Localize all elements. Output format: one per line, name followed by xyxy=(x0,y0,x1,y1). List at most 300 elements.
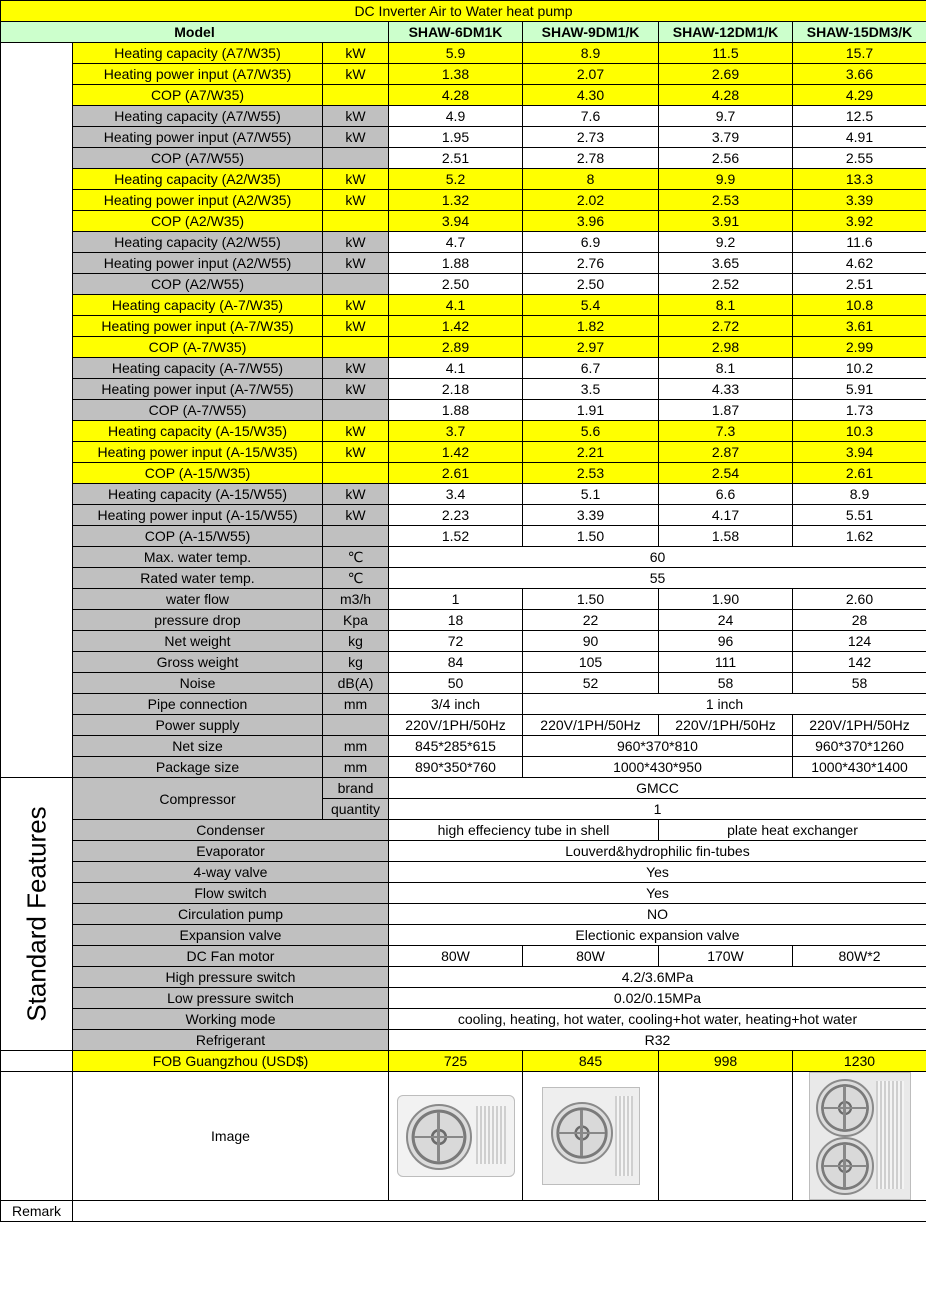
spec-value: 10.2 xyxy=(793,358,926,379)
spec-value: 4.30 xyxy=(523,85,659,106)
spec-unit xyxy=(323,85,389,106)
spec-label: Net weight xyxy=(73,631,323,652)
heat-pump-image xyxy=(809,1072,911,1200)
section-spacer xyxy=(1,1051,73,1072)
spec-value: 2.99 xyxy=(793,337,926,358)
spec-unit: quantity xyxy=(323,799,389,820)
spec-value: 6.7 xyxy=(523,358,659,379)
spec-unit xyxy=(323,148,389,169)
spec-value: 12.5 xyxy=(793,106,926,127)
spec-label: COP (A-15/W35) xyxy=(73,463,323,484)
spec-value: 3.5 xyxy=(523,379,659,400)
spec-value: 2.97 xyxy=(523,337,659,358)
spec-unit: kW xyxy=(323,106,389,127)
spec-value: 11.5 xyxy=(659,43,793,64)
table-row xyxy=(1,841,926,862)
spec-label: Heating capacity (A2/W35) xyxy=(73,169,323,190)
spec-value: 6.6 xyxy=(659,484,793,505)
heat-pump-image xyxy=(542,1087,640,1185)
table-row xyxy=(1,862,926,883)
table-row xyxy=(1,631,926,652)
spec-value: 3.92 xyxy=(793,211,926,232)
spec-value: 22 xyxy=(523,610,659,631)
spec-value: 4.1 xyxy=(389,358,523,379)
spec-value: 1000*430*1400 xyxy=(793,757,926,778)
spec-value: 4.9 xyxy=(389,106,523,127)
spec-label: Net size xyxy=(73,736,323,757)
spec-value: 0.02/0.15MPa xyxy=(389,988,926,1009)
spec-value: 1.91 xyxy=(523,400,659,421)
spec-value: cooling, heating, hot water, cooling+hot water, heating+hot water xyxy=(389,1009,926,1030)
spec-value: 1.50 xyxy=(523,589,659,610)
table-row xyxy=(1,85,926,106)
spec-value: 2.50 xyxy=(523,274,659,295)
spec-value: 5.1 xyxy=(523,484,659,505)
standard-features-text: Standard Features xyxy=(21,806,52,1022)
spec-unit xyxy=(323,211,389,232)
spec-value: 9.7 xyxy=(659,106,793,127)
spec-label: 4-way valve xyxy=(73,862,389,883)
sheet-title: DC Inverter Air to Water heat pump xyxy=(1,1,926,22)
spec-label: Rated water temp. xyxy=(73,568,323,589)
fob-price: 725 xyxy=(389,1051,523,1072)
spec-value: high effeciency tube in shell xyxy=(389,820,659,841)
table-row xyxy=(1,400,926,421)
spec-value: 8.1 xyxy=(659,358,793,379)
table-row xyxy=(1,316,926,337)
spec-unit xyxy=(323,715,389,736)
spec-value: 4.33 xyxy=(659,379,793,400)
spec-unit: Kpa xyxy=(323,610,389,631)
spec-value: 9.2 xyxy=(659,232,793,253)
table-row xyxy=(1,358,926,379)
spec-label: Heating power input (A-15/W35) xyxy=(73,442,323,463)
spec-label: Heating power input (A7/W35) xyxy=(73,64,323,85)
spec-label: COP (A7/W55) xyxy=(73,148,323,169)
spec-label: High pressure switch xyxy=(73,967,389,988)
spec-value: 2.23 xyxy=(389,505,523,526)
table-row xyxy=(1,148,926,169)
spec-value: 1.52 xyxy=(389,526,523,547)
spec-value: 4.1 xyxy=(389,295,523,316)
table-row xyxy=(1,337,926,358)
spec-unit: kW xyxy=(323,43,389,64)
table-row xyxy=(1,610,926,631)
spec-unit: mm xyxy=(323,694,389,715)
spec-label: COP (A-7/W55) xyxy=(73,400,323,421)
spec-value: 3/4 inch xyxy=(389,694,523,715)
spec-label: Evaporator xyxy=(73,841,389,862)
table-row xyxy=(1,1009,926,1030)
spec-value: 4.28 xyxy=(659,85,793,106)
spec-value: 3.7 xyxy=(389,421,523,442)
spec-value: Yes xyxy=(389,883,926,904)
spec-label: Heating power input (A2/W55) xyxy=(73,253,323,274)
spec-value: 2.54 xyxy=(659,463,793,484)
spec-value: 890*350*760 xyxy=(389,757,523,778)
table-row xyxy=(1,988,926,1009)
spec-unit xyxy=(323,400,389,421)
spec-value: 80W xyxy=(523,946,659,967)
spec-value: 7.3 xyxy=(659,421,793,442)
spec-label: Heating power input (A-15/W55) xyxy=(73,505,323,526)
spec-value: 2.51 xyxy=(389,148,523,169)
spec-value: 1.73 xyxy=(793,400,926,421)
spec-unit: ℃ xyxy=(323,547,389,568)
spec-label: Circulation pump xyxy=(73,904,389,925)
spec-unit xyxy=(323,463,389,484)
spec-value: 220V/1PH/50Hz xyxy=(389,715,523,736)
table-row xyxy=(1,211,926,232)
spec-value: 960*370*810 xyxy=(523,736,793,757)
spec-value: 80W xyxy=(389,946,523,967)
spec-label: Heating capacity (A-15/W55) xyxy=(73,484,323,505)
spec-unit: kW xyxy=(323,421,389,442)
spec-value: 15.7 xyxy=(793,43,926,64)
spec-label: Heating capacity (A-7/W35) xyxy=(73,295,323,316)
spec-value: 3.61 xyxy=(793,316,926,337)
table-row xyxy=(1,421,926,442)
spec-label: Condenser xyxy=(73,820,389,841)
spec-value: 5.51 xyxy=(793,505,926,526)
spec-label: water flow xyxy=(73,589,323,610)
spec-value: 960*370*1260 xyxy=(793,736,926,757)
spec-value: 7.6 xyxy=(523,106,659,127)
table-row xyxy=(1,967,926,988)
spec-value: 5.2 xyxy=(389,169,523,190)
spec-value: 124 xyxy=(793,631,926,652)
table-row xyxy=(1,379,926,400)
spec-value: 10.3 xyxy=(793,421,926,442)
spec-value: 2.52 xyxy=(659,274,793,295)
spec-value: 3.39 xyxy=(523,505,659,526)
spec-value: 1 inch xyxy=(523,694,926,715)
spec-value: 2.98 xyxy=(659,337,793,358)
model-name: SHAW-9DM1/K xyxy=(523,22,659,43)
side-grille xyxy=(615,1096,633,1176)
spec-value: plate heat exchanger xyxy=(659,820,926,841)
spec-unit: ℃ xyxy=(323,568,389,589)
heat-pump-image xyxy=(397,1095,515,1177)
spec-value: 2.76 xyxy=(523,253,659,274)
spec-value: 3.94 xyxy=(389,211,523,232)
standard-features-text-wrap xyxy=(1,778,72,1050)
spec-value: 72 xyxy=(389,631,523,652)
spec-value: 3.79 xyxy=(659,127,793,148)
spec-unit: kW xyxy=(323,127,389,148)
table-row xyxy=(1,568,926,589)
table-row xyxy=(1,484,926,505)
section-spacer xyxy=(1,43,73,778)
spec-label: Heating power input (A7/W55) xyxy=(73,127,323,148)
table-row xyxy=(1,946,926,967)
spec-value: 845*285*615 xyxy=(389,736,523,757)
spec-value: 2.89 xyxy=(389,337,523,358)
spec-value: Electionic expansion valve xyxy=(389,925,926,946)
table-row xyxy=(1,505,926,526)
spec-value: 1.62 xyxy=(793,526,926,547)
spec-unit: mm xyxy=(323,736,389,757)
spec-label: Heating capacity (A-7/W55) xyxy=(73,358,323,379)
spec-unit xyxy=(323,337,389,358)
spec-value: 220V/1PH/50Hz xyxy=(793,715,926,736)
spec-unit xyxy=(323,274,389,295)
table-row xyxy=(1,274,926,295)
fan-icon xyxy=(816,1137,874,1195)
spec-label: Refrigerant xyxy=(73,1030,389,1051)
spec-value: 105 xyxy=(523,652,659,673)
spec-value: 3.65 xyxy=(659,253,793,274)
spec-label: COP (A-7/W35) xyxy=(73,337,323,358)
spec-value: 8.9 xyxy=(523,43,659,64)
spec-unit: kW xyxy=(323,169,389,190)
table-row xyxy=(1,106,926,127)
product-image-cell xyxy=(389,1072,523,1201)
spec-unit: brand xyxy=(323,778,389,799)
spec-label: Low pressure switch xyxy=(73,988,389,1009)
spec-value: 1.82 xyxy=(523,316,659,337)
table-row xyxy=(1,253,926,274)
spec-unit: kW xyxy=(323,316,389,337)
spec-label: Heating power input (A-7/W55) xyxy=(73,379,323,400)
remark-value xyxy=(73,1201,926,1222)
spec-value: 1.32 xyxy=(389,190,523,211)
spec-value: 2.61 xyxy=(389,463,523,484)
table-row xyxy=(1,169,926,190)
table-row xyxy=(1,883,926,904)
spec-value: 4.62 xyxy=(793,253,926,274)
spec-value: 2.21 xyxy=(523,442,659,463)
spec-value: 4.91 xyxy=(793,127,926,148)
spec-label: COP (A2/W55) xyxy=(73,274,323,295)
section-spacer xyxy=(1,1072,73,1201)
product-image-cell xyxy=(659,1072,793,1201)
model-name: SHAW-6DM1K xyxy=(389,22,523,43)
spec-value: 2.50 xyxy=(389,274,523,295)
spec-value: 1.87 xyxy=(659,400,793,421)
spec-value: 142 xyxy=(793,652,926,673)
spec-value: 1.90 xyxy=(659,589,793,610)
spec-value: 96 xyxy=(659,631,793,652)
spec-value: 28 xyxy=(793,610,926,631)
spec-label: COP (A7/W35) xyxy=(73,85,323,106)
spec-value: 2.02 xyxy=(523,190,659,211)
fan-icon xyxy=(816,1079,874,1137)
spec-value: 2.55 xyxy=(793,148,926,169)
spec-label: Compressor xyxy=(73,778,323,820)
model-name: SHAW-15DM3/K xyxy=(793,22,926,43)
image-label: Image xyxy=(73,1072,389,1201)
table-row xyxy=(1,694,926,715)
table-row xyxy=(1,463,926,484)
spec-unit xyxy=(323,526,389,547)
table-row xyxy=(1,589,926,610)
spec-value: 2.56 xyxy=(659,148,793,169)
spec-value: R32 xyxy=(389,1030,926,1051)
fob-price: 845 xyxy=(523,1051,659,1072)
spec-value: 8.9 xyxy=(793,484,926,505)
table-row xyxy=(1,295,926,316)
product-image-cell xyxy=(793,1072,926,1201)
spec-value: 1.42 xyxy=(389,442,523,463)
table-row xyxy=(1,1051,926,1072)
spec-label: Heating capacity (A7/W35) xyxy=(73,43,323,64)
spec-value: 84 xyxy=(389,652,523,673)
spec-value: 2.07 xyxy=(523,64,659,85)
spec-value: 58 xyxy=(659,673,793,694)
spec-label: Pipe connection xyxy=(73,694,323,715)
spec-value: 170W xyxy=(659,946,793,967)
spec-label: DC Fan motor xyxy=(73,946,389,967)
spec-value: 2.72 xyxy=(659,316,793,337)
spec-value: 2.51 xyxy=(793,274,926,295)
model-header: Model xyxy=(1,22,389,43)
spec-value: 2.53 xyxy=(523,463,659,484)
spec-unit: dB(A) xyxy=(323,673,389,694)
spec-value: 1.38 xyxy=(389,64,523,85)
spec-label: COP (A-15/W55) xyxy=(73,526,323,547)
table-row xyxy=(1,757,926,778)
fan-icon xyxy=(406,1104,472,1170)
spec-value: 9.9 xyxy=(659,169,793,190)
spec-label: Flow switch xyxy=(73,883,389,904)
spec-label: COP (A2/W35) xyxy=(73,211,323,232)
table-row xyxy=(1,1030,926,1051)
spec-value: 220V/1PH/50Hz xyxy=(659,715,793,736)
fob-price: 1230 xyxy=(793,1051,926,1072)
spec-value: 13.3 xyxy=(793,169,926,190)
spec-value: Louverd&hydrophilic fin-tubes xyxy=(389,841,926,862)
spec-value: NO xyxy=(389,904,926,925)
table-row xyxy=(1,778,926,799)
spec-value: 24 xyxy=(659,610,793,631)
spec-value: 3.96 xyxy=(523,211,659,232)
spec-label: Max. water temp. xyxy=(73,547,323,568)
table-row xyxy=(1,820,926,841)
spec-unit: mm xyxy=(323,757,389,778)
spec-value: 3.66 xyxy=(793,64,926,85)
spec-unit: kW xyxy=(323,358,389,379)
spec-value: 58 xyxy=(793,673,926,694)
fob-label: FOB Guangzhou (USD$) xyxy=(73,1051,389,1072)
spec-value: 5.6 xyxy=(523,421,659,442)
spec-unit: kg xyxy=(323,631,389,652)
spec-unit: kW xyxy=(323,64,389,85)
spec-value: 2.73 xyxy=(523,127,659,148)
spec-unit: kW xyxy=(323,442,389,463)
spec-unit: kW xyxy=(323,295,389,316)
spec-value: 3.4 xyxy=(389,484,523,505)
spec-label: Working mode xyxy=(73,1009,389,1030)
spec-value: 6.9 xyxy=(523,232,659,253)
table-row xyxy=(1,442,926,463)
spec-value: 2.69 xyxy=(659,64,793,85)
spec-label: Power supply xyxy=(73,715,323,736)
spec-value: 11.6 xyxy=(793,232,926,253)
table-row xyxy=(1,526,926,547)
spec-value: 2.18 xyxy=(389,379,523,400)
spec-value: Yes xyxy=(389,862,926,883)
side-grille xyxy=(476,1106,506,1164)
spec-value: 3.94 xyxy=(793,442,926,463)
spec-value: 18 xyxy=(389,610,523,631)
spec-unit: kg xyxy=(323,652,389,673)
spec-value: 5.9 xyxy=(389,43,523,64)
spec-label: Package size xyxy=(73,757,323,778)
spec-value: 4.2/3.6MPa xyxy=(389,967,926,988)
spec-value: 5.91 xyxy=(793,379,926,400)
table-row xyxy=(1,673,926,694)
standard-features-label xyxy=(1,778,73,1051)
spec-value: 1 xyxy=(389,799,926,820)
table-row xyxy=(1,43,926,64)
spec-unit: kW xyxy=(323,505,389,526)
remark-label: Remark xyxy=(1,1201,73,1222)
spec-value: 1.88 xyxy=(389,253,523,274)
spec-value: 1.58 xyxy=(659,526,793,547)
table-row xyxy=(1,1201,926,1222)
spec-label: Expansion valve xyxy=(73,925,389,946)
spec-value: 3.91 xyxy=(659,211,793,232)
spec-value: 1.50 xyxy=(523,526,659,547)
spec-value: 4.28 xyxy=(389,85,523,106)
spec-value: 2.87 xyxy=(659,442,793,463)
spec-value: 2.61 xyxy=(793,463,926,484)
spec-label: Heating capacity (A7/W55) xyxy=(73,106,323,127)
fob-price: 998 xyxy=(659,1051,793,1072)
spec-unit: kW xyxy=(323,253,389,274)
side-grille xyxy=(876,1081,904,1189)
table-row xyxy=(1,127,926,148)
spec-value: 220V/1PH/50Hz xyxy=(523,715,659,736)
fan-icon xyxy=(551,1102,613,1164)
model-name: SHAW-12DM1/K xyxy=(659,22,793,43)
spec-label: Heating capacity (A-15/W35) xyxy=(73,421,323,442)
spec-value: 80W*2 xyxy=(793,946,926,967)
spec-value: 1.42 xyxy=(389,316,523,337)
spec-value: 2.60 xyxy=(793,589,926,610)
table-row xyxy=(1,64,926,85)
spec-value: 4.17 xyxy=(659,505,793,526)
table-row xyxy=(1,715,926,736)
spec-value: 111 xyxy=(659,652,793,673)
spec-value: 50 xyxy=(389,673,523,694)
table-row xyxy=(1,232,926,253)
spec-value: 90 xyxy=(523,631,659,652)
spec-value: 8.1 xyxy=(659,295,793,316)
spec-label: Heating capacity (A2/W55) xyxy=(73,232,323,253)
table-row xyxy=(1,547,926,568)
spec-value: 3.39 xyxy=(793,190,926,211)
spec-value: 55 xyxy=(389,568,926,589)
table-row xyxy=(1,904,926,925)
spec-value: 2.53 xyxy=(659,190,793,211)
spec-value: 52 xyxy=(523,673,659,694)
spec-value: 1.88 xyxy=(389,400,523,421)
spec-value: 1000*430*950 xyxy=(523,757,793,778)
spec-value: GMCC xyxy=(389,778,926,799)
spec-value: 1 xyxy=(389,589,523,610)
table-row xyxy=(1,736,926,757)
table-row xyxy=(1,925,926,946)
spec-unit: m3/h xyxy=(323,589,389,610)
spec-value: 4.29 xyxy=(793,85,926,106)
spec-unit: kW xyxy=(323,484,389,505)
spec-unit: kW xyxy=(323,232,389,253)
spec-value: 2.78 xyxy=(523,148,659,169)
spec-value: 10.8 xyxy=(793,295,926,316)
spec-label: Heating power input (A-7/W35) xyxy=(73,316,323,337)
